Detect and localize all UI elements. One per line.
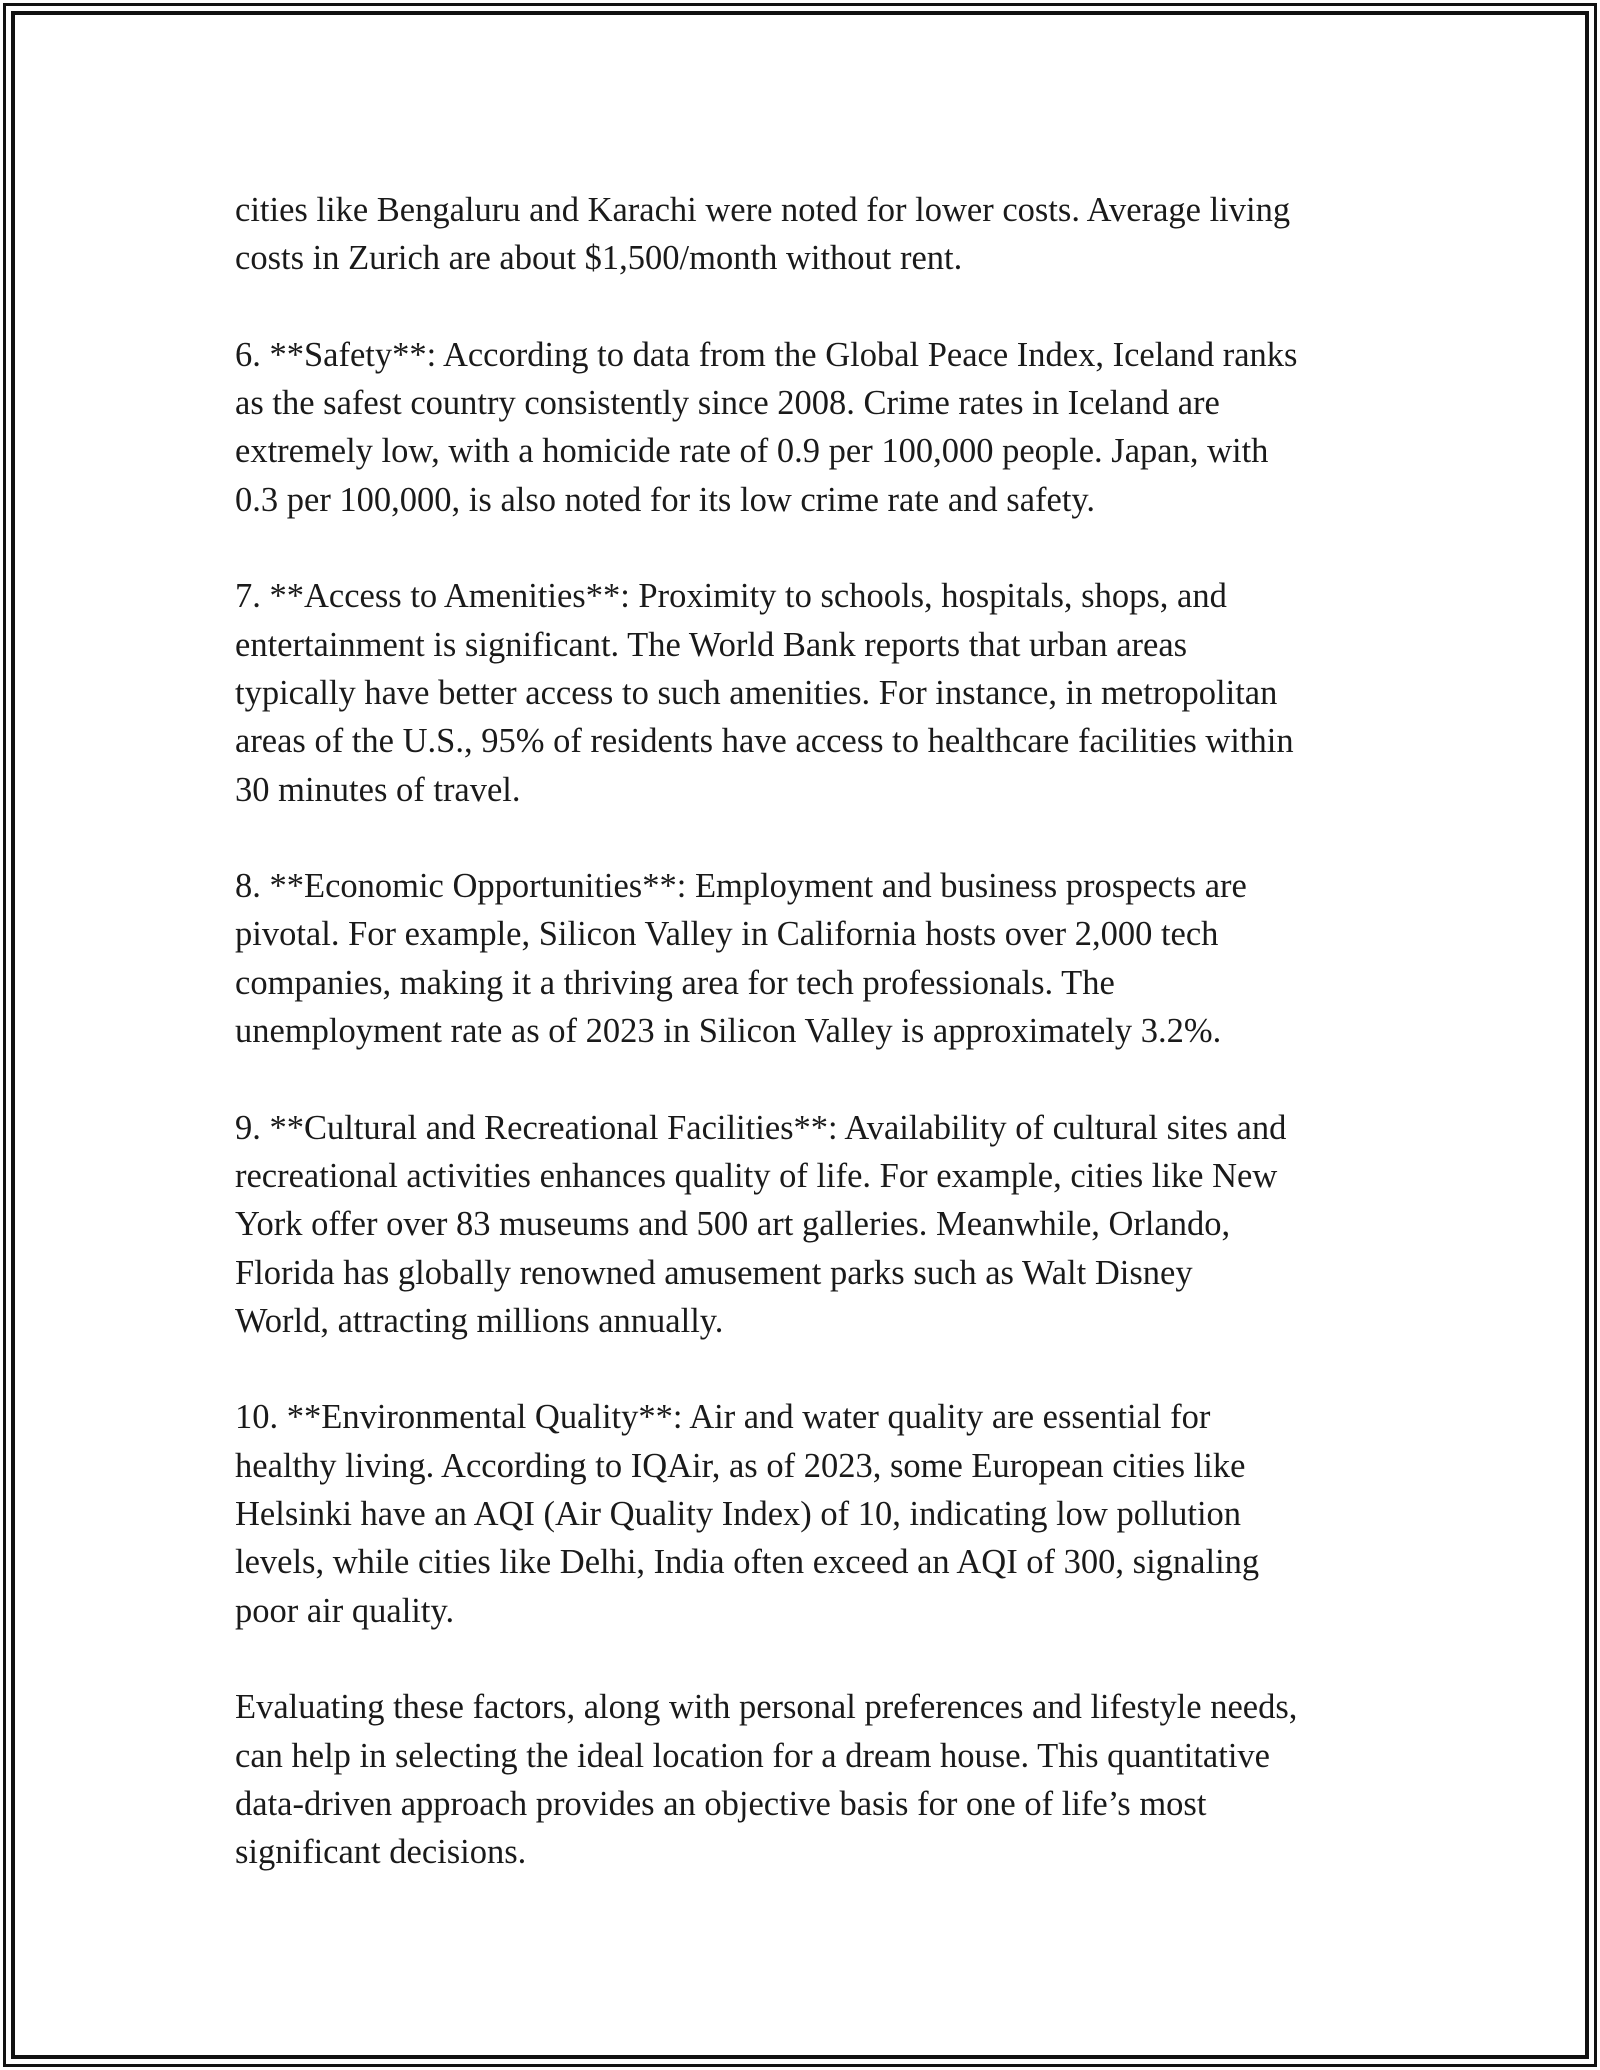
paragraph-safety: 6. **Safety**: According to data from the Global Peace Index, Iceland ranks as the safest country consistently since 2008. Crime rates in Iceland are extremely low, with a homicide rate of 0.9 per 100,000 people. Japan, with 0.3 per 100,000, is also noted for its low crime rate and safety. xyxy=(235,335,1298,519)
paragraph-environmental-quality: 10. **Environmental Quality**: Air and water quality are essential for healthy living. According to IQAir, as of 2023, some European cities like Helsinki have an AQI (Air Quality Index) of 10, indicating low pollution levels, while cities like Delhi, India often exceed an AQI of 300, signaling poor air quality. xyxy=(235,1398,1260,1630)
paragraph-cost-of-living-continued: cities like Bengaluru and Karachi were noted for lower costs. Average living costs in Zurich are about $1,500/month without rent. xyxy=(235,191,1291,278)
paragraph-access-to-amenities: 7. **Access to Amenities**: Proximity to schools, hospitals, shops, and entertainment is significant. The World Bank reports that urban areas typically have better access to such amenities. For instance, in metropolitan areas of the U.S., 95% of residents have access to healthcare facilities within 30 minutes of travel. xyxy=(235,577,1294,809)
document-body xyxy=(235,186,1385,1876)
paragraph-cultural-recreational-facilities: 9. **Cultural and Recreational Facilities**: Availability of cultural sites and recreational activities enhances quality of life. For example, cities like New York offer over 83 museums and 500 art galleries. Meanwhile, Orlando, Florida has globally renowned amusement parks such as Walt Disney World, attracting millions annually. xyxy=(235,1108,1287,1340)
paragraph-economic-opportunities: 8. **Economic Opportunities**: Employment and business prospects are pivotal. For example, Silicon Valley in California hosts over 2,000 tech companies, making it a thriving area for tech professionals. The unemployment rate as of 2023 in Silicon Valley is approximately 3.2%. xyxy=(235,867,1247,1051)
paragraph-conclusion: Evaluating these factors, along with personal preferences and lifestyle needs, can help in selecting the ideal location for a dream house. This quantitative data-driven approach provides an objective basis for one of life’s most significant decisions. xyxy=(235,1688,1298,1872)
